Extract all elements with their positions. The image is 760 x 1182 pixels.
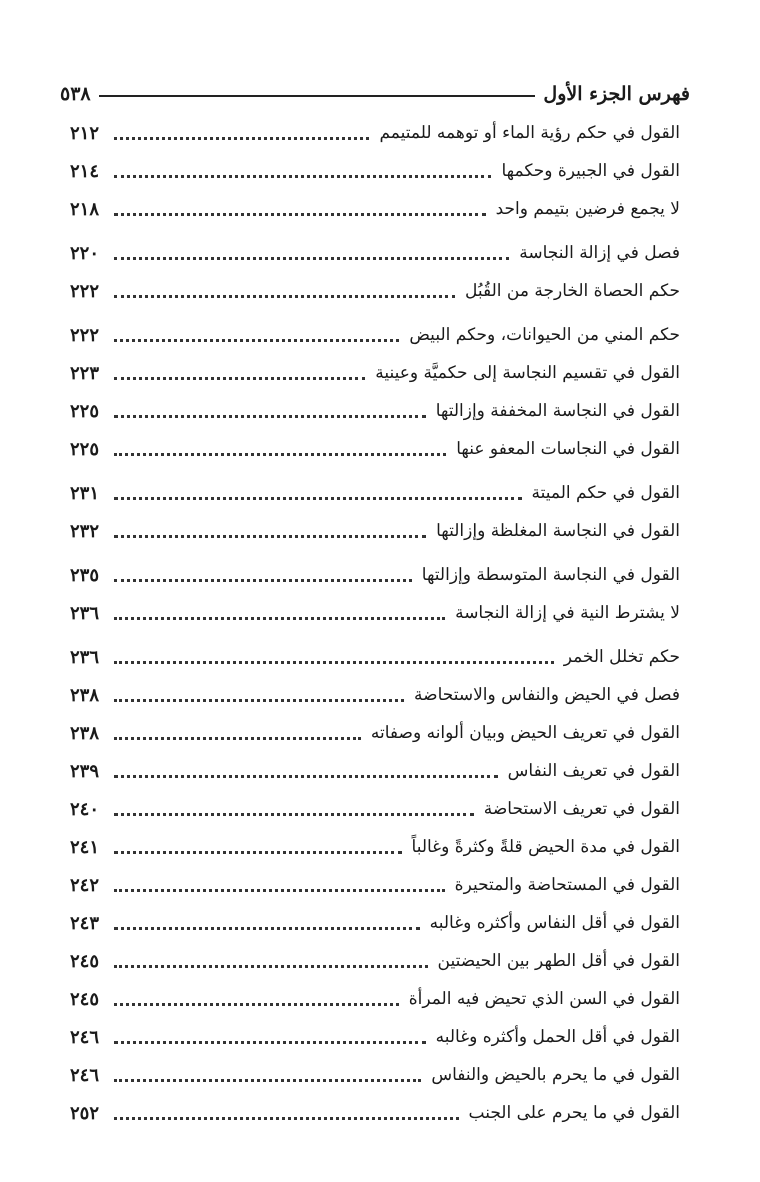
toc-entry (70, 754, 680, 788)
toc-entry-title: لا يشترط النية في إزالة النجاسة (455, 603, 680, 623)
toc-entry (70, 432, 680, 466)
dot-leader (114, 496, 522, 500)
toc-entry-title: القول في النجاسة المغلظة وإزالتها (436, 521, 680, 541)
toc-entry-title: فصل في الحيض والنفاس والاستحاضة (414, 685, 680, 705)
toc-entry-page: ٢٤٢ (70, 874, 100, 896)
toc-entry-page: ٢٤٣ (70, 912, 100, 934)
toc-entry (70, 514, 680, 548)
toc-entry (70, 596, 680, 630)
running-header (60, 80, 690, 108)
dot-leader (114, 774, 498, 778)
toc-entry (70, 318, 680, 352)
dot-leader (114, 850, 402, 854)
toc-entry-page: ٢٣٦ (70, 602, 100, 624)
dot-leader (114, 256, 509, 260)
toc-entry-page: ٢٥٢ (70, 1102, 100, 1124)
toc-entry (70, 356, 680, 390)
toc-entry-title: القول في السن الذي تحيض فيه المرأة (408, 989, 680, 1009)
toc-entry (70, 394, 680, 428)
dot-leader (114, 812, 474, 816)
toc-entry-title: القول في أقل النفاس وأكثره وغالبه (429, 913, 680, 933)
toc-entry (70, 678, 680, 712)
toc-entry-title: فصل في إزالة النجاسة (519, 243, 680, 263)
toc-entry-page: ٢٤٦ (70, 1026, 100, 1048)
toc-entry-page: ٢٢٢ (70, 324, 100, 346)
dot-leader (114, 376, 365, 380)
toc-entry-page: ٢٣٨ (70, 722, 100, 744)
dot-leader (114, 698, 404, 702)
toc-entry-title: القول في الجبيرة وحكمها (501, 161, 680, 181)
toc-entry (70, 192, 680, 226)
toc-entry-title: القول في النجاسات المعفو عنها (456, 439, 680, 459)
toc-entry (70, 906, 680, 940)
dot-leader (114, 212, 486, 216)
toc-entry (70, 982, 680, 1016)
toc-entry-title: القول في حكم الميتة (531, 483, 680, 503)
toc-entry-page: ٢٤٥ (70, 950, 100, 972)
header-rule (99, 95, 536, 97)
toc-entry-title: القول في تعريف النفاس (507, 761, 680, 781)
dot-leader (114, 1078, 421, 1082)
toc-entry-page: ٢٣٨ (70, 684, 100, 706)
toc-entry-title: القول في تقسيم النجاسة إلى حكميَّة وعينية (375, 363, 680, 383)
dot-leader (114, 736, 361, 740)
toc-entry-page: ٢٣٥ (70, 564, 100, 586)
toc-entry-title: القول في النجاسة المتوسطة وإزالتها (421, 565, 680, 585)
toc-entry (70, 116, 680, 150)
dot-leader (114, 926, 420, 930)
toc-entry (70, 868, 680, 902)
toc-entry-page: ٢١٤ (70, 160, 100, 182)
toc-entry-title: القول في المستحاضة والمتحيرة (454, 875, 680, 895)
dot-leader (114, 534, 426, 538)
toc-entry-title: القول في ما يحرم بالحيض والنفاس (431, 1065, 680, 1085)
toc-entry-title: القول في تعريف الحيض وبيان ألوانه وصفاته (370, 723, 680, 743)
toc-entry (70, 236, 680, 270)
toc-entry-page: ٢٤٦ (70, 1064, 100, 1086)
toc-entry (70, 558, 680, 592)
toc-entry-page: ٢٢٠ (70, 242, 100, 264)
toc-entry-title: القول في أقل الطهر بين الحيضتين (437, 951, 680, 971)
toc-entry (70, 830, 680, 864)
toc-entry-title: القول في النجاسة المخففة وإزالتها (435, 401, 680, 421)
dot-leader (114, 452, 446, 456)
toc-entry-title: حكم تخلل الخمر (563, 647, 680, 667)
toc-entry-page: ٢٢٢ (70, 280, 100, 302)
toc-entry-page: ٢٣٦ (70, 646, 100, 668)
dot-leader (114, 414, 426, 418)
dot-leader (114, 578, 412, 582)
toc-entry-page: ٢٢٥ (70, 400, 100, 422)
toc-entry-page: ٢١٨ (70, 198, 100, 220)
toc-entry-title: القول في حكم رؤية الماء أو توهمه للمتيمم (379, 123, 680, 143)
dot-leader (114, 660, 554, 664)
toc-entry (70, 274, 680, 308)
toc-entry-title: لا يجمع فرضين بتيمم واحد (495, 199, 680, 219)
dot-leader (114, 1040, 426, 1044)
dot-leader (114, 174, 491, 178)
toc-entry-title: القول في أقل الحمل وأكثره وغالبه (435, 1027, 680, 1047)
dot-leader (114, 964, 428, 968)
toc-entry (70, 1020, 680, 1054)
toc-entry-title: القول في مدة الحيض قلةً وكثرةً وغالباً (411, 837, 680, 857)
table-of-contents (70, 116, 680, 1134)
dot-leader (114, 338, 399, 342)
toc-entry (70, 716, 680, 750)
dot-leader (114, 616, 445, 620)
toc-entry-title: القول في تعريف الاستحاضة (483, 799, 680, 819)
toc-entry (70, 944, 680, 978)
toc-entry-page: ٢٣٢ (70, 520, 100, 542)
toc-entry-title: حكم المني من الحيوانات، وحكم البيض (409, 325, 680, 345)
toc-entry-page: ٢٣٩ (70, 760, 100, 782)
toc-entry (70, 1096, 680, 1130)
toc-entry-page: ٢٢٥ (70, 438, 100, 460)
dot-leader (114, 136, 369, 140)
header-title: فهرس الجزء الأول (543, 83, 690, 105)
header-page-number: ٥٣٨ (60, 83, 91, 105)
toc-entry-page: ٢١٢ (70, 122, 100, 144)
dot-leader (114, 294, 455, 298)
dot-leader (114, 888, 445, 892)
toc-entry-page: ٢٢٣ (70, 362, 100, 384)
dot-leader (114, 1002, 399, 1006)
toc-entry-page: ٢٤١ (70, 836, 100, 858)
toc-entry (70, 792, 680, 826)
toc-entry-title: القول في ما يحرم على الجنب (468, 1103, 680, 1123)
toc-entry-title: حكم الحصاة الخارجة من القُبُل (465, 281, 680, 301)
dot-leader (114, 1116, 459, 1120)
toc-entry (70, 476, 680, 510)
toc-entry (70, 1058, 680, 1092)
toc-entry-page: ٢٤٠ (70, 798, 100, 820)
toc-entry (70, 154, 680, 188)
toc-entry (70, 640, 680, 674)
toc-entry-page: ٢٤٥ (70, 988, 100, 1010)
toc-entry-page: ٢٣١ (70, 482, 100, 504)
